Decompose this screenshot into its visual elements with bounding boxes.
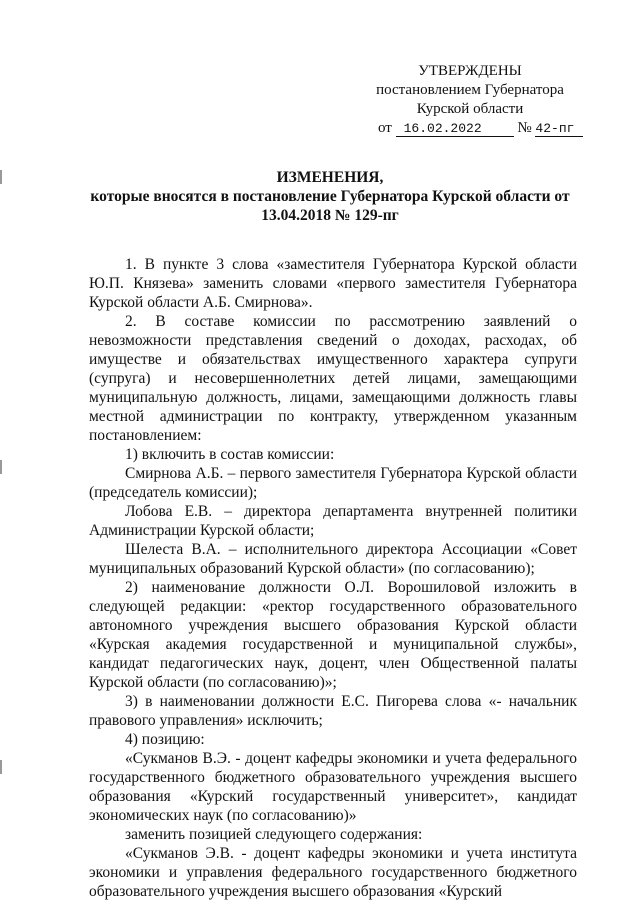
approval-line-1: УТВЕРЖДЕНЫ [418, 63, 522, 79]
title-heading: ИЗМЕНЕНИЯ, [276, 169, 384, 186]
document-body [89, 255, 577, 901]
paragraph: 4) позицию: [125, 731, 205, 748]
approval-date: 16.02.2022 [396, 122, 514, 137]
approval-date-line [360, 119, 580, 138]
paragraph: 1. В пункте 3 слова «заместителя Губернатора Курской области Ю.П. Князева» заменить словами «первого заместителя Губернатора Курской области А.Б. Смирнова». [89, 256, 577, 311]
title-line-2: которые вносятся в постановление Губернатора Курской области от [90, 188, 570, 205]
paragraph: 2. В составе комиссии по рассмотрению заявлений о невозможности представления сведений о доходах, расходах, об имуществе и обязательствах имущественного характера супруги (супруга) и несовершеннолетних детей лицами, замещающими муниципальную должность, лицами, замещающими должность главы местной администрации по контракту, утвержденном указанным постановлением: [89, 313, 577, 444]
paragraph: 2) наименование должности О.Л. Ворошиловой изложить в следующей редакции: «ректор государственного образовательного автономного учреждения высшего образования Курской области «Курская академия государственной и муниципальной службы», кандидат педагогических наук, доцент, член Общественной палаты Курской области (по согласованию)»; [89, 579, 577, 691]
scan-edge-mark [0, 170, 2, 184]
paragraph: Шелеста В.А. – исполнительного директора Ассоциации «Совет муниципальных образований Курской области» (по согласованию); [89, 541, 577, 577]
scan-edge-mark [0, 460, 2, 474]
approval-block [360, 62, 580, 138]
paragraph: Лобова Е.В. – директора департамента внутренней политики Администрации Курской области; [89, 503, 577, 539]
paragraph: «Сукманов В.Э. - доцент кафедры экономики и учета федерального государственного бюджетного образовательного учреждения высшего образования «Курский государственный университет», кандидат экономических наук (по согласованию)» [89, 750, 577, 824]
paragraph: заменить позицией следующего содержания: [125, 826, 423, 843]
date-prefix: от [378, 120, 392, 136]
number-prefix: № [517, 120, 532, 136]
paragraph: «Сукманов Э.В. - доцент кафедры экономики и учета института экономики и управления федерального государственного бюджетного образовательного учреждения высшего образования «Курский [89, 845, 577, 900]
scan-edge-mark [0, 760, 2, 774]
approval-number: 42-пг [535, 122, 583, 137]
paragraph: Смирнова А.Б. – первого заместителя Губернатора Курской области (председатель комиссии); [89, 465, 577, 501]
paragraph: 3) в наименовании должности Е.С. Пигорева слова «- начальник правового управления» исключить; [89, 693, 577, 729]
approval-line-3: Курской области [416, 101, 524, 117]
title-line-3: 13.04.2018 № 129-пг [261, 207, 399, 224]
document-title [90, 168, 570, 225]
paragraph: 1) включить в состав комиссии: [125, 446, 335, 463]
approval-line-2: постановлением Губернатора [376, 82, 564, 98]
